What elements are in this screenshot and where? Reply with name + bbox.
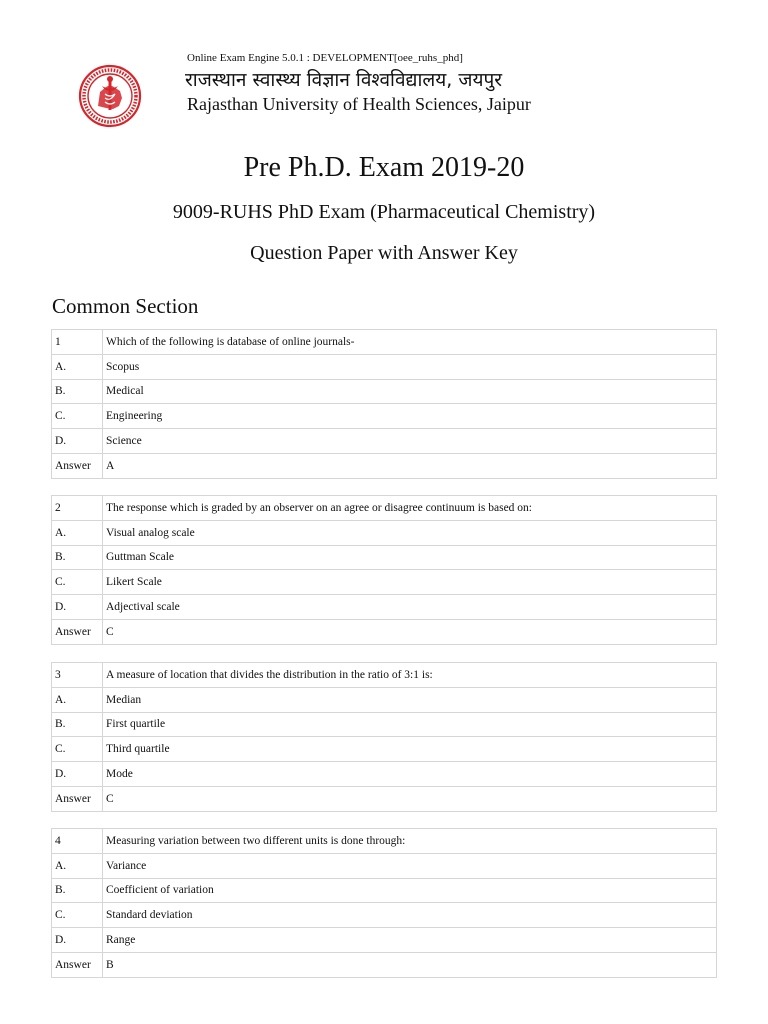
option-row [52,404,717,429]
exam-title: Pre Ph.D. Exam 2019-20 [243,152,525,183]
question-table [51,495,717,645]
answer-row [52,619,717,644]
option-text: Likert Scale [103,570,717,595]
option-row [52,878,717,903]
option-text: Science [103,429,717,454]
option-label: C. [52,903,103,928]
option-text: Coefficient of variation [103,878,717,903]
option-text: Adjectival scale [103,595,717,620]
option-row [52,737,717,762]
question-text: The response which is graded by an observer on an agree or disagree continuum is based on: [103,496,717,521]
option-row [52,379,717,404]
option-text: Variance [103,853,717,878]
question-row [52,663,717,688]
answer-value: C [103,619,717,644]
option-row [52,520,717,545]
option-text: Medical [103,379,717,404]
option-row [52,853,717,878]
question-table [51,329,717,479]
option-row [52,354,717,379]
question-table [51,662,717,812]
question-row [52,829,717,854]
option-row [52,595,717,620]
question-number: 3 [52,663,103,688]
option-text: Mode [103,762,717,787]
option-label: C. [52,404,103,429]
university-name-hindi: राजस्थान स्वास्थ्य विज्ञान विश्वविद्यालय, जयपुर [185,69,503,91]
question-text: Which of the following is database of online journals- [103,330,717,355]
option-row [52,545,717,570]
option-label: D. [52,928,103,953]
option-text: Visual analog scale [103,520,717,545]
option-row [52,928,717,953]
question-row [52,330,717,355]
answer-label: Answer [52,619,103,644]
option-label: A. [52,354,103,379]
question-table [51,828,717,978]
option-row [52,570,717,595]
question-number: 1 [52,330,103,355]
question-text: A measure of location that divides the distribution in the ratio of 3:1 is: [103,663,717,688]
engine-version-line: Online Exam Engine 5.0.1 : DEVELOPMENT[oee_ruhs_phd] [187,52,463,64]
option-label: B. [52,545,103,570]
option-row [52,903,717,928]
option-text: Third quartile [103,737,717,762]
answer-label: Answer [52,786,103,811]
option-text: Standard deviation [103,903,717,928]
option-label: A. [52,687,103,712]
option-label: B. [52,878,103,903]
option-label: A. [52,520,103,545]
university-seal-logo [78,64,142,128]
option-label: C. [52,570,103,595]
option-label: C. [52,737,103,762]
question-row [52,496,717,521]
option-text: First quartile [103,712,717,737]
option-text: Engineering [103,404,717,429]
section-title: Common Section [52,294,199,318]
option-text: Scopus [103,354,717,379]
answer-row [52,786,717,811]
option-text: Guttman Scale [103,545,717,570]
option-row [52,712,717,737]
answer-value: C [103,786,717,811]
university-name-english: Rajasthan University of Health Sciences, Jaipur [187,94,531,114]
answer-value: B [103,952,717,977]
answer-row [52,453,717,478]
answer-label: Answer [52,952,103,977]
option-label: B. [52,379,103,404]
option-label: D. [52,595,103,620]
question-number: 4 [52,829,103,854]
paper-title: Question Paper with Answer Key [250,242,518,264]
option-row [52,687,717,712]
answer-row [52,952,717,977]
option-row [52,762,717,787]
option-label: D. [52,762,103,787]
option-label: B. [52,712,103,737]
option-label: A. [52,853,103,878]
document-header [78,46,718,126]
exam-subtitle: 9009-RUHS PhD Exam (Pharmaceutical Chemistry) [172,201,596,223]
option-text: Range [103,928,717,953]
option-label: D. [52,429,103,454]
option-row [52,429,717,454]
answer-label: Answer [52,453,103,478]
question-number: 2 [52,496,103,521]
option-text: Median [103,687,717,712]
question-text: Measuring variation between two different units is done through: [103,829,717,854]
answer-value: A [103,453,717,478]
